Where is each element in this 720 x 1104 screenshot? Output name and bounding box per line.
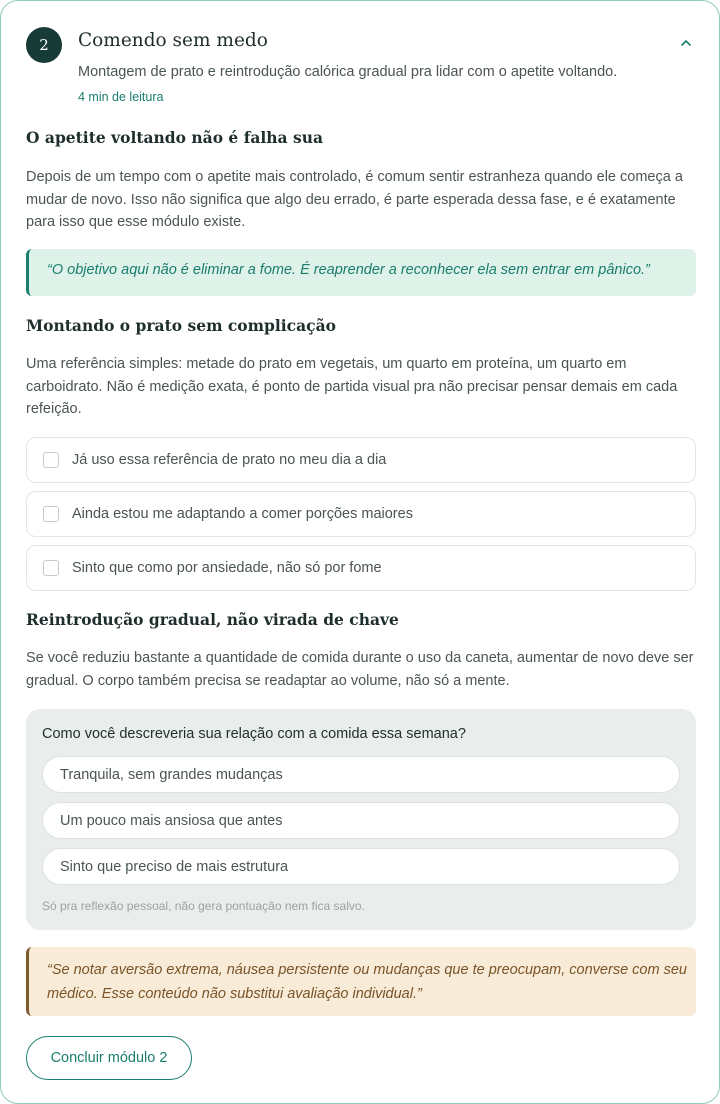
poll-question: Como você descreveria sua relação com a comida essa semana?	[42, 726, 466, 742]
read-time: 4 min de leitura	[78, 90, 164, 104]
module-subtitle: Montagem de prato e reintrodução calórica gradual pra lidar com o apetite voltando.	[78, 64, 618, 80]
chevron-up-icon[interactable]	[678, 35, 694, 51]
poll-option[interactable]	[42, 802, 680, 839]
poll-note: Só pra reflexão pessoal, não gera pontuação nem fica salvo.	[42, 899, 365, 913]
poll-option-label: Tranquila, sem grandes mudanças	[60, 767, 283, 783]
poll-option-label: Sinto que preciso de mais estrutura	[60, 859, 289, 875]
poll-option-label: Um pouco mais ansiosa que antes	[60, 813, 283, 829]
module-number-badge: 2	[26, 27, 62, 63]
reflection-poll	[26, 709, 696, 930]
complete-module-button[interactable]: Concluir módulo 2	[26, 1036, 192, 1080]
poll-option[interactable]	[42, 756, 680, 793]
section-paragraph-appetite: Depois de um tempo com o apetite mais controlado, é comum sentir estranheza quando ele começa a mudar de novo. Isso não significa que algo deu errado, é parte esperada dessa fase, e é exatamente para isso que esse módulo existe.	[26, 169, 683, 230]
highlight-quote: “O objetivo aqui não é eliminar a fome. É reaprender a reconhecer ela sem entrar em pânico.”	[26, 249, 696, 296]
section-heading-appetite: O apetite voltando não é falha sua	[26, 128, 324, 147]
poll-option[interactable]	[42, 848, 680, 885]
section-heading-gradual: Reintrodução gradual, não virada de chave	[26, 610, 399, 629]
section-heading-plate: Montando o prato sem complicação	[26, 316, 336, 335]
checkbox[interactable]	[43, 560, 59, 576]
medical-warning: “Se notar aversão extrema, náusea persistente ou mudanças que te preocupam, converse com seu médico. Esse conteúdo não substitui avaliação individual.”	[26, 947, 696, 1016]
checklist-item[interactable]	[26, 545, 696, 591]
section-paragraph-plate: Uma referência simples: metade do prato em vegetais, um quarto em proteína, um quarto em carboidrato. Não é medição exata, é ponto de partida visual pra não precisar pensar demais em cada refeição.	[26, 356, 678, 417]
checklist-label: Já uso essa referência de prato no meu dia a dia	[72, 452, 387, 468]
section-paragraph-gradual: Se você reduziu bastante a quantidade de comida durante o uso da caneta, aumentar de novo deve ser gradual. O corpo também precisa se readaptar ao volume, não só a mente.	[26, 650, 694, 689]
checklist-item[interactable]	[26, 437, 696, 483]
checklist-item[interactable]	[26, 491, 696, 537]
module-title: Comendo sem medo	[78, 30, 268, 51]
checklist-label: Sinto que como por ansiedade, não só por fome	[72, 560, 382, 576]
checkbox[interactable]	[43, 506, 59, 522]
checklist-label: Ainda estou me adaptando a comer porções maiores	[72, 506, 413, 522]
checkbox[interactable]	[43, 452, 59, 468]
